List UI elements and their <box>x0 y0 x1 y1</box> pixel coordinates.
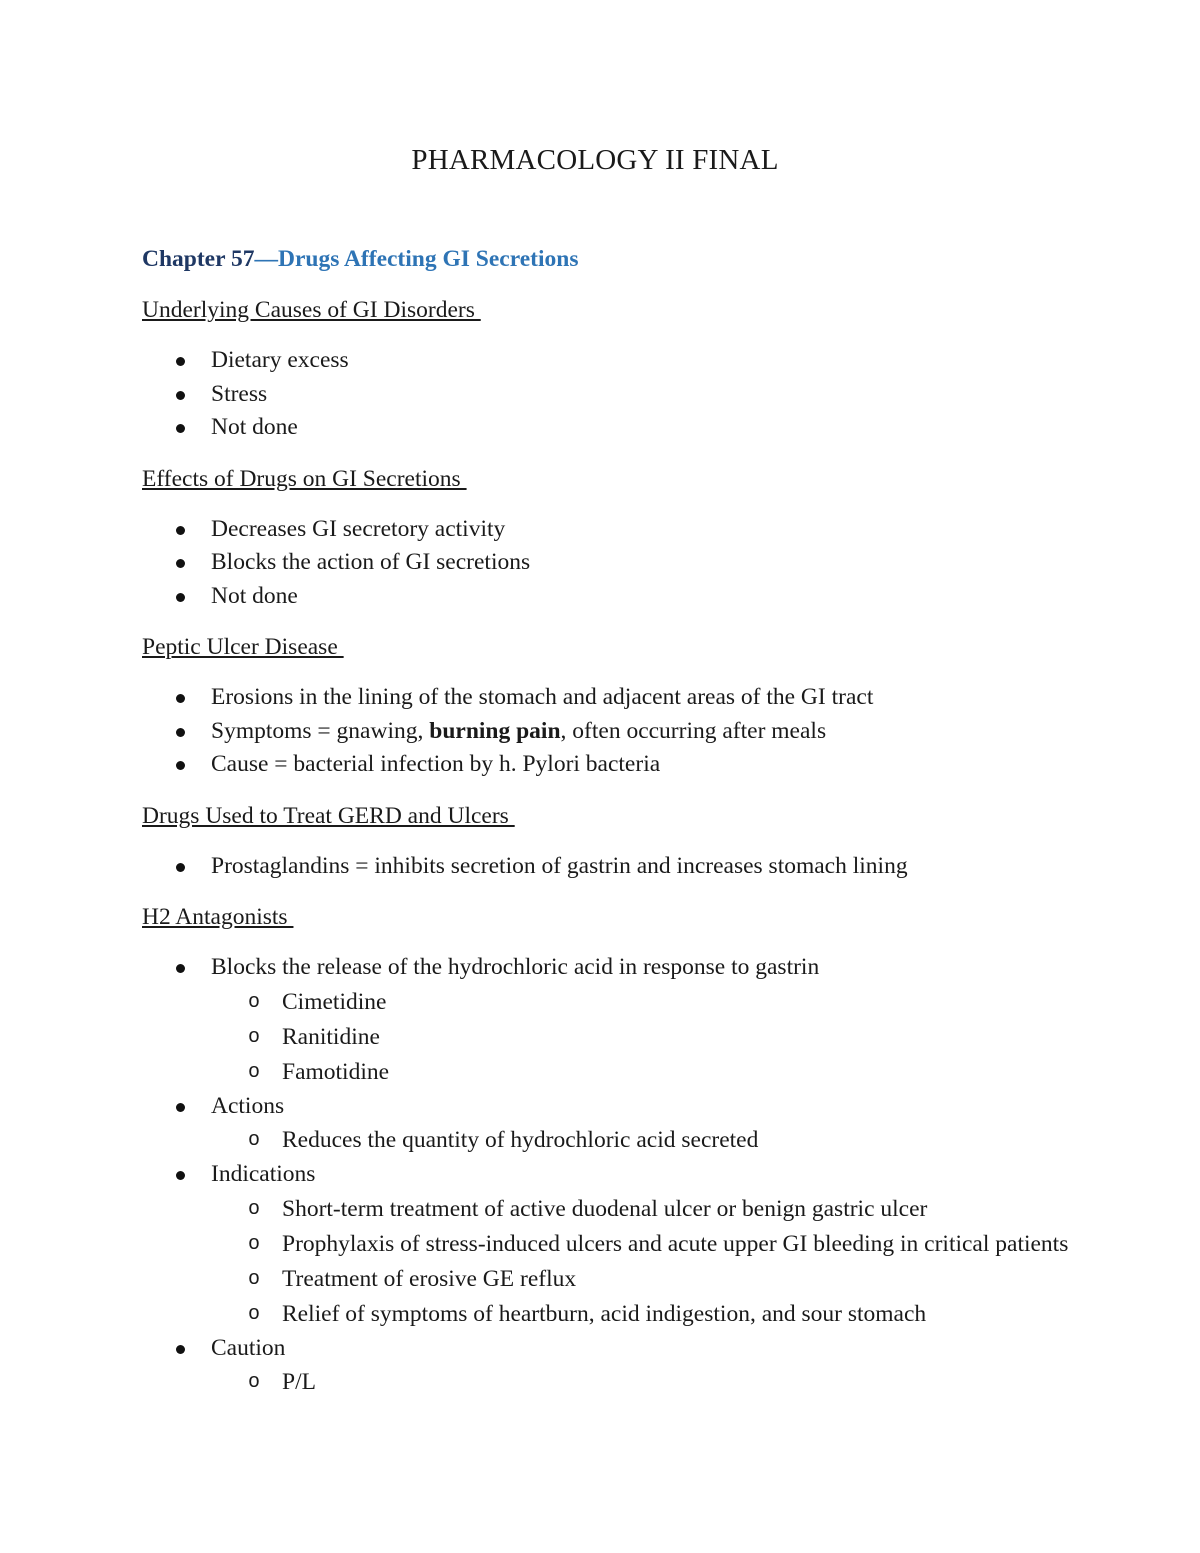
sub-list-item: o Ranitidine <box>211 1020 1142 1055</box>
section-heading: Drugs Used to Treat GERD and Ulcers <box>142 802 515 829</box>
sub-list <box>211 1192 1142 1332</box>
chapter-title: —Drugs Affecting GI Secretions <box>254 246 579 272</box>
list-item <box>142 951 1142 1090</box>
list-item: Not done <box>142 411 1142 445</box>
item-text: Symptoms = gnawing, <box>211 717 430 744</box>
section-heading: H2 Antagonists <box>142 904 294 930</box>
bullet-list <box>142 850 1142 884</box>
list-item: Dietary excess <box>142 344 1142 378</box>
list-item: Erosions in the lining of the stomach and adjacent areas of the GI tract <box>142 681 1142 715</box>
sub-list-item: o Cimetidine <box>211 985 1142 1020</box>
list-item: Blocks the action of GI secretions <box>142 546 1142 580</box>
notes-content <box>142 296 1142 1420</box>
item-text: Indications <box>211 1161 316 1187</box>
sub-list <box>211 1123 1142 1158</box>
sub-list-item: o Prophylaxis of stress-induced ulcers and acute upper GI bleeding in critical patients <box>211 1227 1142 1262</box>
document-title: PHARMACOLOGY II FINAL <box>411 144 779 176</box>
sub-list-item: o Reduces the quantity of hydrochloric acid secreted <box>211 1123 1142 1158</box>
sub-list-item: o P/L <box>211 1365 1142 1400</box>
chapter-heading <box>142 246 578 273</box>
bullet-list <box>142 344 1142 445</box>
list-item: Not done <box>142 580 1142 614</box>
item-text: Actions <box>211 1092 285 1119</box>
chapter-number: Chapter 57 <box>142 246 255 272</box>
sub-list-item: o Relief of symptoms of heartburn, acid indigestion, and sour stomach <box>211 1297 1142 1332</box>
sub-list-item: o Short-term treatment of active duodenal ulcer or benign gastric ulcer <box>211 1192 1142 1227</box>
list-item: Cause = bacterial infection by h. Pylori bacteria <box>142 748 1142 782</box>
bullet-list <box>142 681 1142 782</box>
list-item: Decreases GI secretory activity <box>142 513 1142 547</box>
section-heading: Underlying Causes of GI Disorders <box>142 297 481 323</box>
item-text: , often occurring after meals <box>560 717 827 744</box>
bullet-list <box>142 951 1142 1400</box>
sub-list <box>211 985 1142 1090</box>
section-heading: Peptic Ulcer Disease <box>142 634 344 660</box>
sub-list-item: o Famotidine <box>211 1055 1142 1090</box>
section-heading: Effects of Drugs on GI Secretions <box>142 465 467 492</box>
list-item: Prostaglandins = inhibits secretion of gastrin and increases stomach lining <box>142 850 1142 884</box>
list-item <box>142 1090 1142 1159</box>
item-text: Blocks the release of the hydrochloric acid in response to gastrin <box>211 954 820 980</box>
list-item <box>142 1158 1142 1332</box>
bullet-list <box>142 513 1142 614</box>
item-text: Caution <box>211 1334 286 1361</box>
sub-list-item: o Treatment of erosive GE reflux <box>211 1262 1142 1297</box>
emphasis-text: burning pain <box>429 717 561 744</box>
list-item <box>142 715 1142 749</box>
sub-list <box>211 1365 1142 1400</box>
list-item <box>142 1332 1142 1401</box>
list-item: Stress <box>142 378 1142 412</box>
